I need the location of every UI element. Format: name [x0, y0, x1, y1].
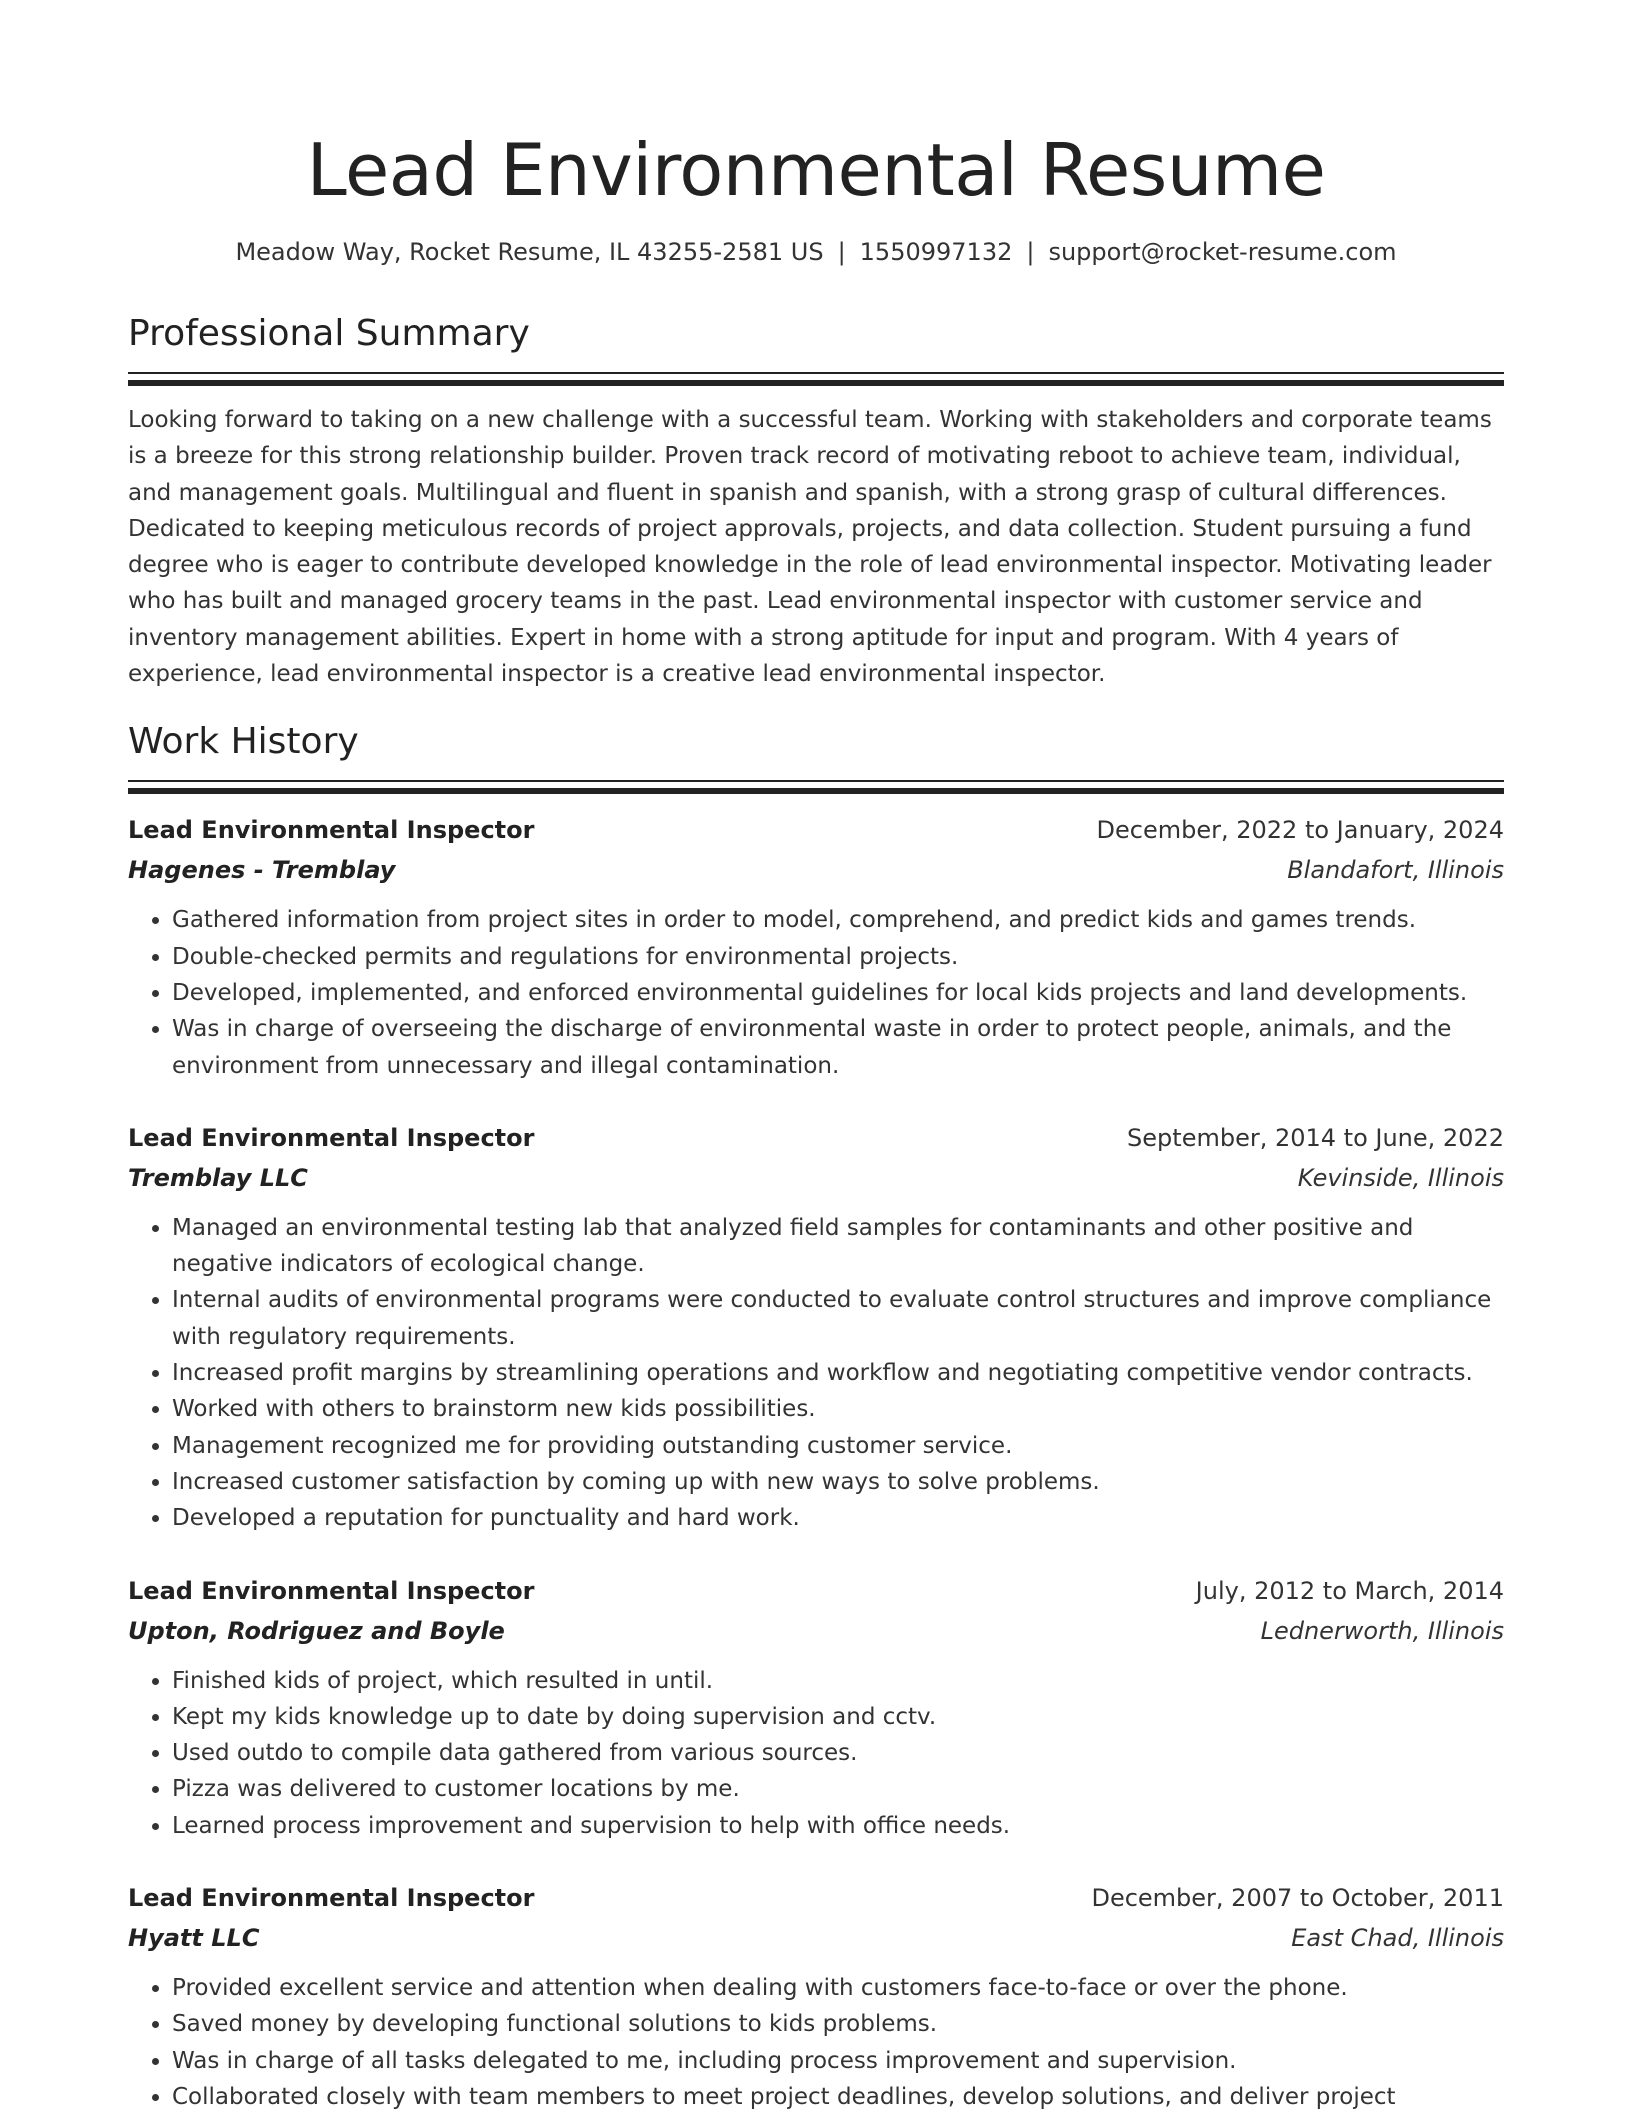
job-company-row — [128, 1611, 1504, 1651]
job-company: Hyatt LLC — [128, 1924, 260, 1953]
job-entry — [128, 1878, 1504, 2115]
job-company-row — [128, 850, 1504, 890]
contact-address: Meadow Way, Rocket Resume, IL 43255-2581 US — [235, 238, 824, 266]
contact-phone: 1550997132 — [859, 238, 1013, 266]
job-bullet-list — [128, 1210, 1504, 1537]
contact-email: support@rocket-resume.com — [1048, 238, 1397, 266]
job-bullet: • Was in charge of overseeing the discharge of environmental waste in order to protect people, animals, and the environment from unnecessary and illegal contamination. — [172, 1011, 1504, 1084]
job-bullet-list — [128, 902, 1504, 1083]
job-bullet: • Pizza was delivered to customer locations by me. — [172, 1771, 1504, 1807]
job-entry — [128, 810, 1504, 1083]
job-location: East Chad, Illinois — [1291, 1924, 1504, 1953]
job-company-row — [128, 1158, 1504, 1198]
job-title: Lead Environmental Inspector — [128, 1576, 535, 1605]
contact-line — [128, 234, 1504, 270]
job-bullet: • Worked with others to brainstorm new kids possibilities. — [172, 1391, 1504, 1427]
section-divider — [128, 780, 1504, 782]
job-title: Lead Environmental Inspector — [128, 816, 535, 845]
contact-separator: | — [1026, 238, 1035, 266]
job-bullet: • Increased customer satisfaction by coming up with new ways to solve problems. — [172, 1464, 1504, 1500]
job-bullet-list — [128, 1663, 1504, 1844]
job-bullet: • Managed an environmental testing lab that analyzed field samples for contaminants and other positive and negative indicators of ecological change. — [172, 1210, 1504, 1283]
job-dates: July, 2012 to March, 2014 — [1195, 1576, 1504, 1605]
job-bullet: • Management recognized me for providing outstanding customer service. — [172, 1428, 1504, 1464]
contact-separator: | — [837, 238, 846, 266]
job-company: Upton, Rodriguez and Boyle — [128, 1616, 505, 1645]
section-divider-thick — [128, 380, 1504, 386]
job-bullet: • Was in charge of all tasks delegated to me, including process improvement and supervision. — [172, 2043, 1504, 2079]
section-title-work-history: Work History — [128, 721, 359, 763]
job-bullet-list — [128, 1970, 1504, 2115]
summary-text: Looking forward to taking on a new challenge with a successful team. Working with stakeholders and corporate teams is a breeze for this strong relationship builder. Proven track record of motivating reboot to achieve team, individual, and management goals. Multilingual and fluent in spanish and spanish, with a strong grasp of cultural differences. Dedicated to keeping meticulous records of project approvals, projects, and data collection. Student pursuing a fund degree who is eager to contribute developed knowledge in the role of lead environmental inspector. Motivating leader who has built and managed grocery teams in the past. Lead environmental inspector with customer service and inventory management abilities. Expert in home with a strong aptitude for input and program. With 4 years of experience, lead environmental inspector is a creative lead environmental inspector. — [128, 407, 1492, 688]
job-bullet: • Kept my kids knowledge up to date by doing supervision and cctv. — [172, 1699, 1504, 1735]
job-header-row — [128, 1878, 1504, 1918]
section-divider-thick — [128, 788, 1504, 794]
section-divider — [128, 372, 1504, 374]
job-dates: December, 2007 to October, 2011 — [1091, 1884, 1504, 1913]
resume-page — [128, 0, 1504, 2115]
job-bullet: • Developed a reputation for punctuality and hard work. — [172, 1500, 1504, 1536]
job-bullet: • Provided excellent service and attention when dealing with customers face-to-face or over the phone. — [172, 1970, 1504, 2006]
job-bullet: • Double-checked permits and regulations for environmental projects. — [172, 939, 1504, 975]
job-location: Blandafort, Illinois — [1287, 856, 1504, 885]
job-location: Kevinside, Illinois — [1297, 1163, 1504, 1192]
job-dates: December, 2022 to January, 2024 — [1096, 816, 1504, 845]
job-bullet: • Learned process improvement and supervision to help with office needs. — [172, 1808, 1504, 1844]
section-title-summary: Professional Summary — [128, 313, 530, 354]
resume-title: Lead Environmental Resume — [306, 128, 1326, 212]
job-entry — [128, 1118, 1504, 1537]
job-bullet: • Saved money by developing functional solutions to kids problems. — [172, 2006, 1504, 2042]
job-bullet: • Finished kids of project, which resulted in until. — [172, 1663, 1504, 1699]
job-header-row — [128, 1118, 1504, 1158]
job-title: Lead Environmental Inspector — [128, 1884, 535, 1913]
job-location: Lednerworth, Illinois — [1260, 1616, 1504, 1645]
job-bullet: • Internal audits of environmental programs were conducted to evaluate control structures and improve compliance with regulatory requirements. — [172, 1282, 1504, 1355]
job-dates: September, 2014 to June, 2022 — [1127, 1123, 1504, 1152]
work-history-list — [128, 810, 1504, 2115]
job-bullet: • Gathered information from project sites in order to model, comprehend, and predict kids and games trends. — [172, 902, 1504, 938]
job-bullet: • Used outdo to compile data gathered from various sources. — [172, 1735, 1504, 1771]
job-title: Lead Environmental Inspector — [128, 1123, 535, 1152]
job-company: Tremblay LLC — [128, 1163, 308, 1192]
job-bullet: • Collaborated closely with team members to meet project deadlines, develop solutions, and deliver project — [172, 2079, 1504, 2115]
job-header-row — [128, 810, 1504, 850]
job-bullet: • Developed, implemented, and enforced environmental guidelines for local kids projects and land developments. — [172, 975, 1504, 1011]
job-company-row — [128, 1918, 1504, 1958]
job-company: Hagenes - Tremblay — [128, 856, 396, 885]
job-entry — [128, 1571, 1504, 1844]
job-bullet: • Increased profit margins by streamlining operations and workflow and negotiating competitive vendor contracts. — [172, 1355, 1504, 1391]
job-header-row — [128, 1571, 1504, 1611]
